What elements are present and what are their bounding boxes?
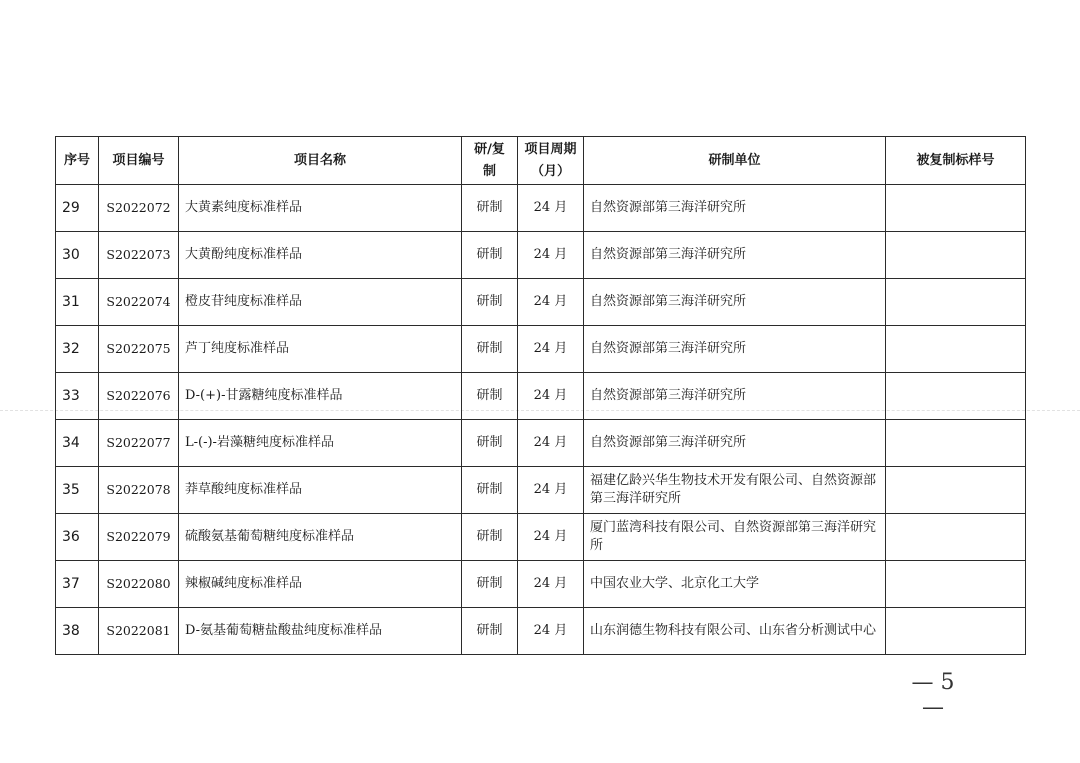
cell-type: 研制	[462, 608, 518, 655]
cell-seq: 38	[56, 608, 99, 655]
cell-type: 研制	[462, 561, 518, 608]
cell-copied	[886, 185, 1026, 232]
cell-copied	[886, 514, 1026, 561]
header-code: 项目编号	[99, 137, 179, 185]
cell-period: 24 月	[518, 373, 584, 420]
standard-samples-table	[55, 136, 1026, 655]
cell-type: 研制	[462, 373, 518, 420]
table-row	[56, 185, 1026, 232]
cell-copied	[886, 561, 1026, 608]
header-copied: 被复制标样号	[886, 137, 1026, 185]
cell-code: S2022080	[99, 561, 179, 608]
cell-code: S2022077	[99, 420, 179, 467]
cell-type: 研制	[462, 326, 518, 373]
cell-name: D-氨基葡萄糖盐酸盐纯度标准样品	[179, 608, 462, 655]
cell-period: 24 月	[518, 420, 584, 467]
cell-unit: 自然资源部第三海洋研究所	[584, 326, 886, 373]
cell-period: 24 月	[518, 279, 584, 326]
cell-copied	[886, 232, 1026, 279]
cell-unit: 厦门蓝湾科技有限公司、自然资源部第三海洋研究所	[584, 514, 886, 561]
cell-type: 研制	[462, 232, 518, 279]
cell-seq: 36	[56, 514, 99, 561]
cell-name: D-(+)-甘露糖纯度标准样品	[179, 373, 462, 420]
cell-code: S2022078	[99, 467, 179, 514]
cell-unit: 自然资源部第三海洋研究所	[584, 373, 886, 420]
cell-period: 24 月	[518, 514, 584, 561]
cell-copied	[886, 420, 1026, 467]
header-period: 项目周期 （月）	[518, 137, 584, 185]
cell-copied	[886, 326, 1026, 373]
cell-code: S2022076	[99, 373, 179, 420]
cell-seq: 32	[56, 326, 99, 373]
cell-period: 24 月	[518, 185, 584, 232]
cell-type: 研制	[462, 514, 518, 561]
header-seq: 序号	[56, 137, 99, 185]
cell-unit: 自然资源部第三海洋研究所	[584, 420, 886, 467]
header-name: 项目名称	[179, 137, 462, 185]
cell-code: S2022073	[99, 232, 179, 279]
table-row	[56, 326, 1026, 373]
cell-period: 24 月	[518, 232, 584, 279]
cell-name: 辣椒碱纯度标准样品	[179, 561, 462, 608]
cell-seq: 34	[56, 420, 99, 467]
cell-unit: 中国农业大学、北京化工大学	[584, 561, 886, 608]
header-type: 研/复 制	[462, 137, 518, 185]
header-unit: 研制单位	[584, 137, 886, 185]
cell-seq: 37	[56, 561, 99, 608]
cell-name: L-(-)-岩藻糖纯度标准样品	[179, 420, 462, 467]
table-row	[56, 514, 1026, 561]
cell-period: 24 月	[518, 467, 584, 514]
cell-code: S2022072	[99, 185, 179, 232]
cell-copied	[886, 467, 1026, 514]
cell-name: 大黄素纯度标准样品	[179, 185, 462, 232]
table-row	[56, 279, 1026, 326]
cell-name: 橙皮苷纯度标准样品	[179, 279, 462, 326]
table-row	[56, 561, 1026, 608]
cell-unit: 山东润德生物科技有限公司、山东省分析测试中心	[584, 608, 886, 655]
cell-period: 24 月	[518, 326, 584, 373]
cell-code: S2022075	[99, 326, 179, 373]
cell-period: 24 月	[518, 608, 584, 655]
cell-unit: 福建亿龄兴华生物技术开发有限公司、自然资源部第三海洋研究所	[584, 467, 886, 514]
table-row	[56, 608, 1026, 655]
cell-unit: 自然资源部第三海洋研究所	[584, 232, 886, 279]
table-row	[56, 467, 1026, 514]
table-row	[56, 420, 1026, 467]
cell-copied	[886, 608, 1026, 655]
cell-code: S2022074	[99, 279, 179, 326]
cell-code: S2022079	[99, 514, 179, 561]
cell-seq: 31	[56, 279, 99, 326]
cell-seq: 29	[56, 185, 99, 232]
cell-seq: 35	[56, 467, 99, 514]
cell-period: 24 月	[518, 561, 584, 608]
cell-name: 芦丁纯度标准样品	[179, 326, 462, 373]
cell-code: S2022081	[99, 608, 179, 655]
cell-name: 大黄酚纯度标准样品	[179, 232, 462, 279]
cell-unit: 自然资源部第三海洋研究所	[584, 185, 886, 232]
cell-unit: 自然资源部第三海洋研究所	[584, 279, 886, 326]
table-row	[56, 373, 1026, 420]
cell-copied	[886, 373, 1026, 420]
page-number: — 5 —	[911, 670, 955, 720]
cell-type: 研制	[462, 279, 518, 326]
cell-type: 研制	[462, 467, 518, 514]
table-header-row	[56, 137, 1026, 185]
cell-name: 硫酸氨基葡萄糖纯度标准样品	[179, 514, 462, 561]
cell-name: 莽草酸纯度标准样品	[179, 467, 462, 514]
cell-type: 研制	[462, 185, 518, 232]
cell-seq: 30	[56, 232, 99, 279]
cell-copied	[886, 279, 1026, 326]
cell-seq: 33	[56, 373, 99, 420]
table-row	[56, 232, 1026, 279]
cell-type: 研制	[462, 420, 518, 467]
